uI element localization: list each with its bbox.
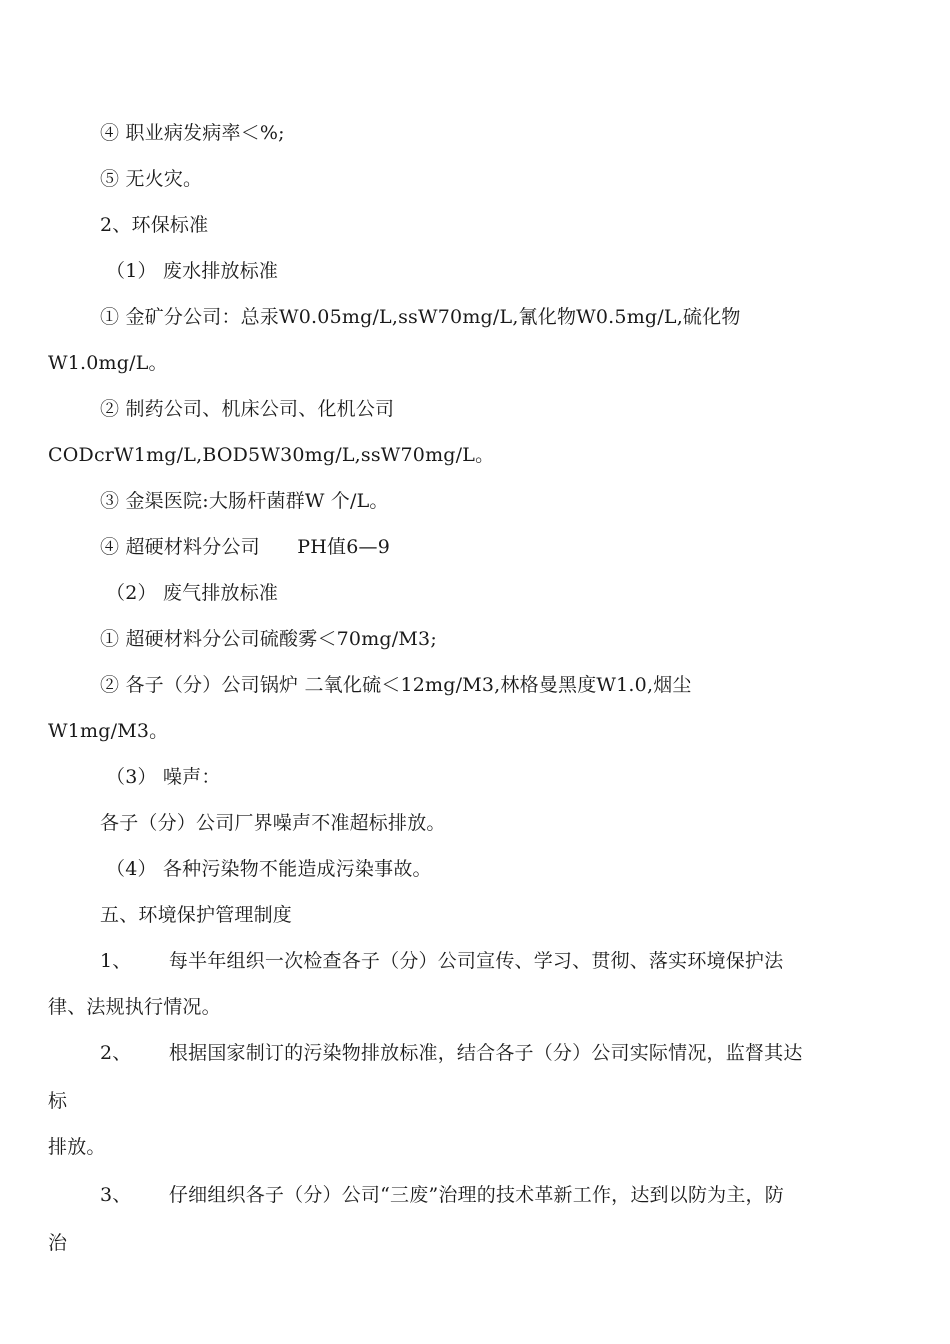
subsection-heading: （2） 废气排放标准	[106, 582, 279, 604]
subsection-heading: （3） 噪声：	[106, 766, 221, 788]
text-line: ⑤ 无火灾。	[100, 168, 203, 190]
text-line: ④ 超硬材料分公司 PH值6—9	[100, 536, 391, 558]
text-line: 排放。	[48, 1136, 106, 1158]
text-line: 3、 仔细组织各子（分）公司“三废”治理的技术革新工作，达到以防为主，防	[100, 1184, 784, 1206]
text-line: 治	[48, 1232, 68, 1254]
text-line: ① 金矿分公司：总汞W0.05mg/L,ssW70mg/L,氰化物W0.5mg/L,硫化物	[100, 306, 741, 328]
text-line: 各子（分）公司厂界噪声不准超标排放。	[100, 812, 446, 834]
text-line: CODcrW1mg/L,BOD5W30mg/L,ssW70mg/L。	[48, 444, 495, 466]
text-line: 2、 根据国家制订的污染物排放标准，结合各子（分）公司实际情况，监督其达	[100, 1042, 803, 1064]
section-heading: 五、环境保护管理制度	[100, 904, 293, 926]
text-line: ② 制药公司、机床公司、化机公司	[100, 398, 395, 420]
text-line: 标	[48, 1090, 68, 1112]
text-line: ③ 金渠医院:大肠杆菌群W 个/L。	[100, 490, 389, 512]
text-line: ② 各子（分）公司锅炉 二氧化硫＜12mg/M3,林格曼黑度W1.0,烟尘	[100, 674, 692, 696]
text-line: W1.0mg/L。	[48, 352, 168, 374]
text-line: W1mg/M3。	[48, 720, 169, 742]
section-heading: 2、环保标准	[100, 214, 209, 236]
text-line: ① 超硬材料分公司硫酸雾＜70mg/M3;	[100, 628, 437, 650]
subsection-heading: （1） 废水排放标准	[106, 260, 279, 282]
text-line: ④ 职业病发病率＜%;	[100, 122, 285, 144]
text-line: 律、法规执行情况。	[48, 996, 221, 1018]
subsection-heading: （4） 各种污染物不能造成污染事故。	[106, 858, 432, 880]
text-line: 1、 每半年组织一次检查各子（分）公司宣传、学习、贯彻、落实环境保护法	[100, 950, 784, 972]
